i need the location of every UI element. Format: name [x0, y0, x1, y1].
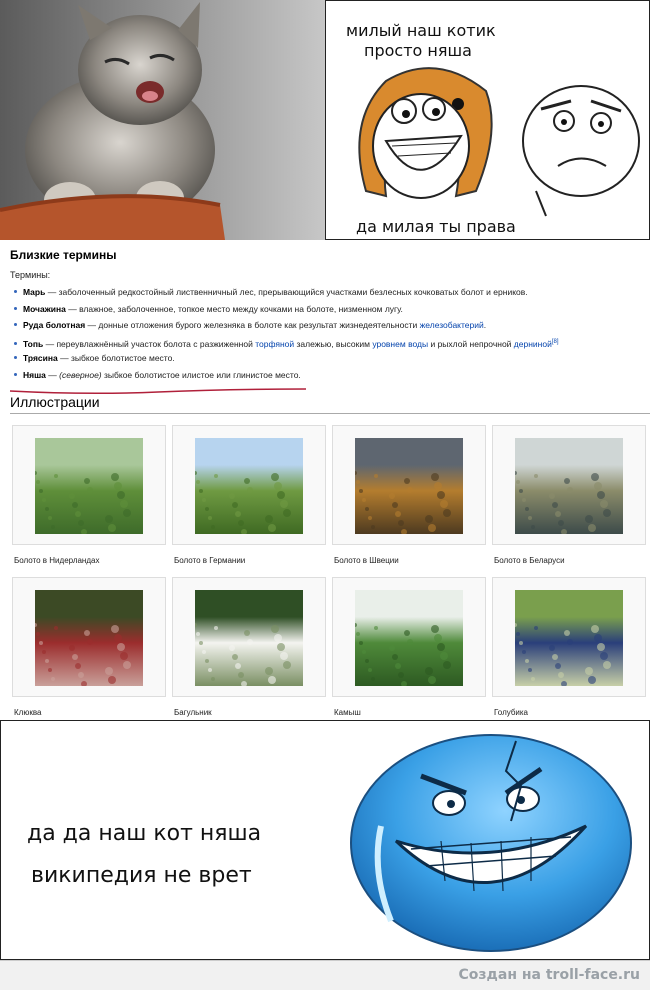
texture-dot — [516, 480, 520, 484]
texture-dot — [105, 515, 113, 523]
texture-dot — [531, 525, 535, 529]
texture-dot — [440, 500, 448, 508]
texture-dot — [111, 473, 119, 481]
term-definition: — донные отложения бурого железняка в болоте как результат жизнедеятельности — [85, 320, 420, 330]
texture-dot — [561, 681, 567, 686]
list-item — [10, 350, 630, 367]
term-region: (северное) — [59, 369, 102, 380]
gallery-caption: Болото в Швеции — [334, 556, 399, 565]
gallery-thumbnail[interactable] — [355, 590, 463, 686]
texture-dot — [437, 643, 445, 651]
term-definition: — зыбкое болотистое место. — [57, 353, 175, 363]
texture-dot — [368, 516, 372, 520]
texture-dot — [365, 507, 369, 511]
texture-dot — [69, 493, 75, 499]
thumbnail-texture — [35, 438, 143, 534]
term-definition: — переувлажнённый участок болота с разжиженной — [43, 338, 256, 349]
gallery-thumbnail[interactable] — [195, 438, 303, 534]
texture-dot — [75, 663, 81, 669]
texture-dot — [232, 502, 238, 508]
texture-dot — [549, 493, 555, 499]
texture-dot — [84, 630, 90, 636]
texture-dot — [440, 652, 448, 660]
texture-dot — [525, 659, 529, 663]
texture-dot — [434, 634, 442, 642]
bottom-caption-line2: википедия не врет — [31, 863, 252, 888]
texture-dot — [51, 677, 55, 681]
footer-bar — [0, 960, 650, 990]
texture-dot — [534, 474, 538, 478]
texture-dot — [407, 487, 413, 493]
texture-dot — [555, 663, 561, 669]
wiki-link[interactable]: уровнем воды — [372, 338, 429, 349]
term-definition: — заболоченный редкостойный лиственничный лес, прерывающийся участками безлесных кочковатых болот и ерников. — [45, 287, 528, 297]
bullet-icon — [14, 356, 17, 359]
texture-dot — [356, 632, 360, 636]
terms-list — [10, 284, 630, 383]
thumbnail-texture — [35, 590, 143, 686]
list-item — [10, 317, 630, 334]
texture-dot — [232, 654, 238, 660]
texture-dot — [407, 639, 413, 645]
texture-dot — [374, 474, 378, 478]
list-item — [10, 367, 630, 384]
texture-dot — [111, 625, 119, 633]
thumbnail-texture — [355, 438, 463, 534]
texture-dot — [600, 500, 608, 508]
texture-dot — [238, 520, 244, 526]
texture-dot — [588, 524, 596, 532]
texture-dot — [35, 623, 37, 627]
texture-dot — [567, 487, 573, 493]
texture-dot — [280, 500, 288, 508]
texture-dot — [368, 668, 372, 672]
texture-dot — [271, 473, 279, 481]
texture-dot — [594, 482, 602, 490]
texture-dot — [45, 659, 49, 663]
texture-dot — [268, 524, 276, 532]
texture-dot — [244, 478, 250, 484]
term-definition: — — [45, 369, 60, 380]
gallery-caption: Багульник — [174, 708, 212, 717]
term-tail: зыбкое болотистое илистое или глинистое место. — [101, 369, 301, 380]
texture-dot — [120, 500, 128, 508]
list-item — [10, 301, 630, 318]
texture-dot — [39, 641, 43, 645]
texture-dot — [271, 625, 279, 633]
texture-dot — [371, 677, 375, 681]
texture-dot — [404, 630, 410, 636]
gallery-thumbnail[interactable] — [515, 438, 623, 534]
gallery-thumbnail[interactable] — [515, 590, 623, 686]
bullet-icon — [14, 373, 17, 376]
texture-dot — [45, 507, 49, 511]
texture-dot — [265, 667, 273, 675]
troll-panel — [0, 720, 650, 960]
texture-dot — [114, 634, 122, 642]
texture-dot — [431, 625, 439, 633]
texture-dot — [558, 520, 564, 526]
texture-dot — [395, 511, 401, 517]
texture-dot — [277, 643, 285, 651]
bullet-icon — [14, 342, 17, 345]
texture-dot — [401, 529, 407, 534]
texture-dot — [362, 498, 366, 502]
gallery-item[interactable] — [12, 425, 166, 545]
texture-dot — [120, 652, 128, 660]
gallery-caption: Голубика — [494, 708, 529, 717]
texture-dot — [241, 529, 247, 534]
texture-dot — [117, 643, 125, 651]
list-item — [10, 284, 630, 301]
comic-panel — [325, 0, 650, 240]
thumbnail-texture — [355, 590, 463, 686]
texture-dot — [108, 676, 116, 684]
gallery-caption: Болото в Беларуси — [494, 556, 565, 565]
texture-dot — [87, 487, 93, 493]
gallery-item[interactable] — [332, 577, 486, 697]
texture-dot — [555, 511, 561, 517]
texture-dot — [277, 491, 285, 499]
gallery-thumbnail[interactable] — [35, 438, 143, 534]
texture-dot — [199, 641, 203, 645]
texture-dot — [389, 493, 395, 499]
texture-dot — [374, 626, 378, 630]
texture-dot — [365, 659, 369, 663]
texture-dot — [567, 639, 573, 645]
texture-dot — [359, 641, 363, 645]
texture-dot — [208, 668, 212, 672]
texture-dot — [552, 502, 558, 508]
comic-caption-line1: милый наш котик — [346, 21, 496, 40]
wiki-link[interactable]: железобактерий — [419, 320, 484, 330]
gallery-caption: Болото в Нидерландах — [14, 556, 100, 565]
comic-caption-line2: просто няша — [364, 41, 472, 60]
texture-dot — [229, 493, 235, 499]
texture-dot — [105, 667, 113, 675]
wiki-terms-label: Термины: — [10, 270, 51, 280]
section-divider — [10, 413, 650, 414]
illustrations-title: Иллюстрации — [10, 394, 100, 410]
gallery-item[interactable] — [172, 577, 326, 697]
gallery-item[interactable] — [492, 425, 646, 545]
texture-dot — [519, 641, 523, 645]
texture-dot — [81, 529, 87, 534]
texture-dot — [196, 632, 200, 636]
texture-dot — [515, 471, 517, 475]
texture-dot — [603, 509, 611, 517]
texture-dot — [274, 634, 282, 642]
texture-dot — [205, 659, 209, 663]
texture-dot — [36, 632, 40, 636]
texture-dot — [117, 491, 125, 499]
texture-dot — [235, 511, 241, 517]
texture-dot — [205, 507, 209, 511]
i-lied-face-illustration — [341, 731, 641, 956]
texture-dot — [199, 489, 203, 493]
texture-dot — [195, 471, 197, 475]
texture-dot — [603, 661, 611, 669]
texture-dot — [425, 515, 433, 523]
term-definition: — влажное, заболоченное, топкое место между кочками на болоте, низменном лугу. — [65, 303, 403, 314]
term-name: Топь — [23, 338, 44, 349]
texture-dot — [51, 525, 55, 529]
texture-dot — [78, 672, 84, 678]
texture-dot — [594, 634, 602, 642]
bullet-icon — [14, 307, 17, 310]
texture-dot — [516, 632, 520, 636]
texture-dot — [585, 667, 593, 675]
texture-dot — [123, 661, 131, 669]
texture-dot — [42, 650, 46, 654]
wiki-excerpt — [0, 240, 650, 720]
texture-dot — [75, 511, 81, 517]
texture-dot — [431, 473, 439, 481]
wiki-link[interactable]: торфяной — [255, 338, 295, 349]
bottom-caption-line1: да да наш кот няша — [27, 821, 262, 846]
texture-dot — [280, 652, 288, 660]
texture-dot — [398, 672, 404, 678]
texture-dot — [235, 663, 241, 669]
site-credit: Создан на troll-face.ru — [458, 967, 640, 983]
texture-dot — [522, 650, 526, 654]
texture-dot — [202, 498, 206, 502]
texture-dot — [591, 625, 599, 633]
gallery-thumbnail[interactable] — [195, 590, 303, 686]
comic-reply: да милая ты права — [356, 217, 516, 236]
texture-dot — [515, 623, 517, 627]
texture-dot — [561, 529, 567, 534]
gallery-item[interactable] — [12, 577, 166, 697]
texture-dot — [591, 473, 599, 481]
texture-dot — [208, 516, 212, 520]
texture-dot — [534, 626, 538, 630]
texture-dot — [425, 667, 433, 675]
texture-dot — [443, 661, 451, 669]
texture-dot — [588, 676, 596, 684]
texture-dot — [202, 650, 206, 654]
texture-dot — [355, 471, 357, 475]
term-name: Трясина — [23, 353, 58, 363]
texture-dot — [389, 645, 395, 651]
texture-dot — [283, 661, 291, 669]
thumbnail-texture — [195, 590, 303, 686]
texture-dot — [241, 681, 247, 686]
texture-dot — [362, 650, 366, 654]
term-tail: залежью, высоким — [294, 338, 373, 349]
texture-dot — [78, 520, 84, 526]
kitten-photo — [0, 0, 325, 240]
texture-dot — [247, 487, 253, 493]
wiki-link[interactable]: дерниной — [513, 338, 552, 349]
gallery-item[interactable] — [492, 577, 646, 697]
texture-dot — [247, 639, 253, 645]
texture-dot — [39, 489, 43, 493]
texture-dot — [195, 623, 197, 627]
texture-dot — [434, 482, 442, 490]
texture-dot — [265, 515, 273, 523]
texture-dot — [549, 645, 555, 651]
texture-dot — [42, 498, 46, 502]
gallery-item[interactable] — [332, 425, 486, 545]
texture-dot — [48, 668, 52, 672]
texture-dot — [238, 672, 244, 678]
texture-dot — [443, 509, 451, 517]
texture-dot — [359, 489, 363, 493]
thumbnail-texture — [515, 438, 623, 534]
texture-dot — [355, 623, 357, 627]
texture-dot — [72, 654, 78, 660]
gallery-item[interactable] — [172, 425, 326, 545]
term-name: Мочажина — [23, 303, 66, 314]
texture-dot — [214, 626, 218, 630]
gallery-caption: Болото в Германии — [174, 556, 246, 565]
texture-dot — [114, 482, 122, 490]
texture-dot — [600, 652, 608, 660]
term-tail: . — [483, 320, 487, 330]
texture-dot — [35, 471, 37, 475]
thumbnail-texture — [515, 590, 623, 686]
texture-dot — [356, 480, 360, 484]
bullet-icon — [14, 290, 17, 293]
texture-dot — [398, 520, 404, 526]
texture-dot — [531, 677, 535, 681]
texture-dot — [564, 630, 570, 636]
texture-dot — [395, 663, 401, 669]
texture-dot — [268, 676, 276, 684]
texture-dot — [437, 491, 445, 499]
texture-dot — [522, 498, 526, 502]
rage-faces-illustration — [326, 1, 649, 239]
gallery-caption: Камыш — [334, 708, 361, 717]
thumbnail-texture — [195, 438, 303, 534]
texture-dot — [274, 482, 282, 490]
list-item — [10, 334, 630, 351]
texture-dot — [211, 677, 215, 681]
texture-dot — [564, 478, 570, 484]
texture-dot — [428, 676, 436, 684]
texture-dot — [371, 525, 375, 529]
bullet-icon — [14, 323, 17, 326]
gallery-thumbnail[interactable] — [355, 438, 463, 534]
wiki-heading: Близкие термины — [10, 248, 117, 262]
texture-dot — [69, 645, 75, 651]
gallery-caption: Клюква — [14, 708, 42, 717]
term-tail: и рыхлой непрочной — [428, 338, 514, 349]
texture-dot — [123, 509, 131, 517]
term-name: Няша — [23, 369, 46, 380]
texture-dot — [558, 672, 564, 678]
term-name: Марь — [23, 287, 46, 297]
texture-dot — [54, 626, 58, 630]
texture-dot — [108, 524, 116, 532]
texture-dot — [87, 639, 93, 645]
texture-dot — [214, 474, 218, 478]
texture-dot — [428, 524, 436, 532]
gallery-thumbnail[interactable] — [35, 590, 143, 686]
texture-dot — [401, 681, 407, 686]
texture-dot — [229, 645, 235, 651]
texture-dot — [404, 478, 410, 484]
texture-dot — [597, 643, 605, 651]
texture-dot — [519, 489, 523, 493]
term-name: Руда болотная — [23, 320, 86, 330]
kitten-illustration — [0, 0, 325, 240]
texture-dot — [54, 474, 58, 478]
texture-dot — [81, 681, 87, 686]
texture-dot — [36, 480, 40, 484]
texture-dot — [244, 630, 250, 636]
texture-dot — [392, 502, 398, 508]
texture-dot — [48, 516, 52, 520]
texture-dot — [196, 480, 200, 484]
texture-dot — [597, 491, 605, 499]
texture-dot — [525, 507, 529, 511]
texture-dot — [585, 515, 593, 523]
texture-dot — [528, 516, 532, 520]
texture-dot — [528, 668, 532, 672]
footnote-ref[interactable]: [8] — [551, 338, 559, 345]
texture-dot — [72, 502, 78, 508]
texture-dot — [84, 478, 90, 484]
texture-dot — [211, 525, 215, 529]
texture-dot — [392, 654, 398, 660]
texture-dot — [283, 509, 291, 517]
texture-dot — [552, 654, 558, 660]
